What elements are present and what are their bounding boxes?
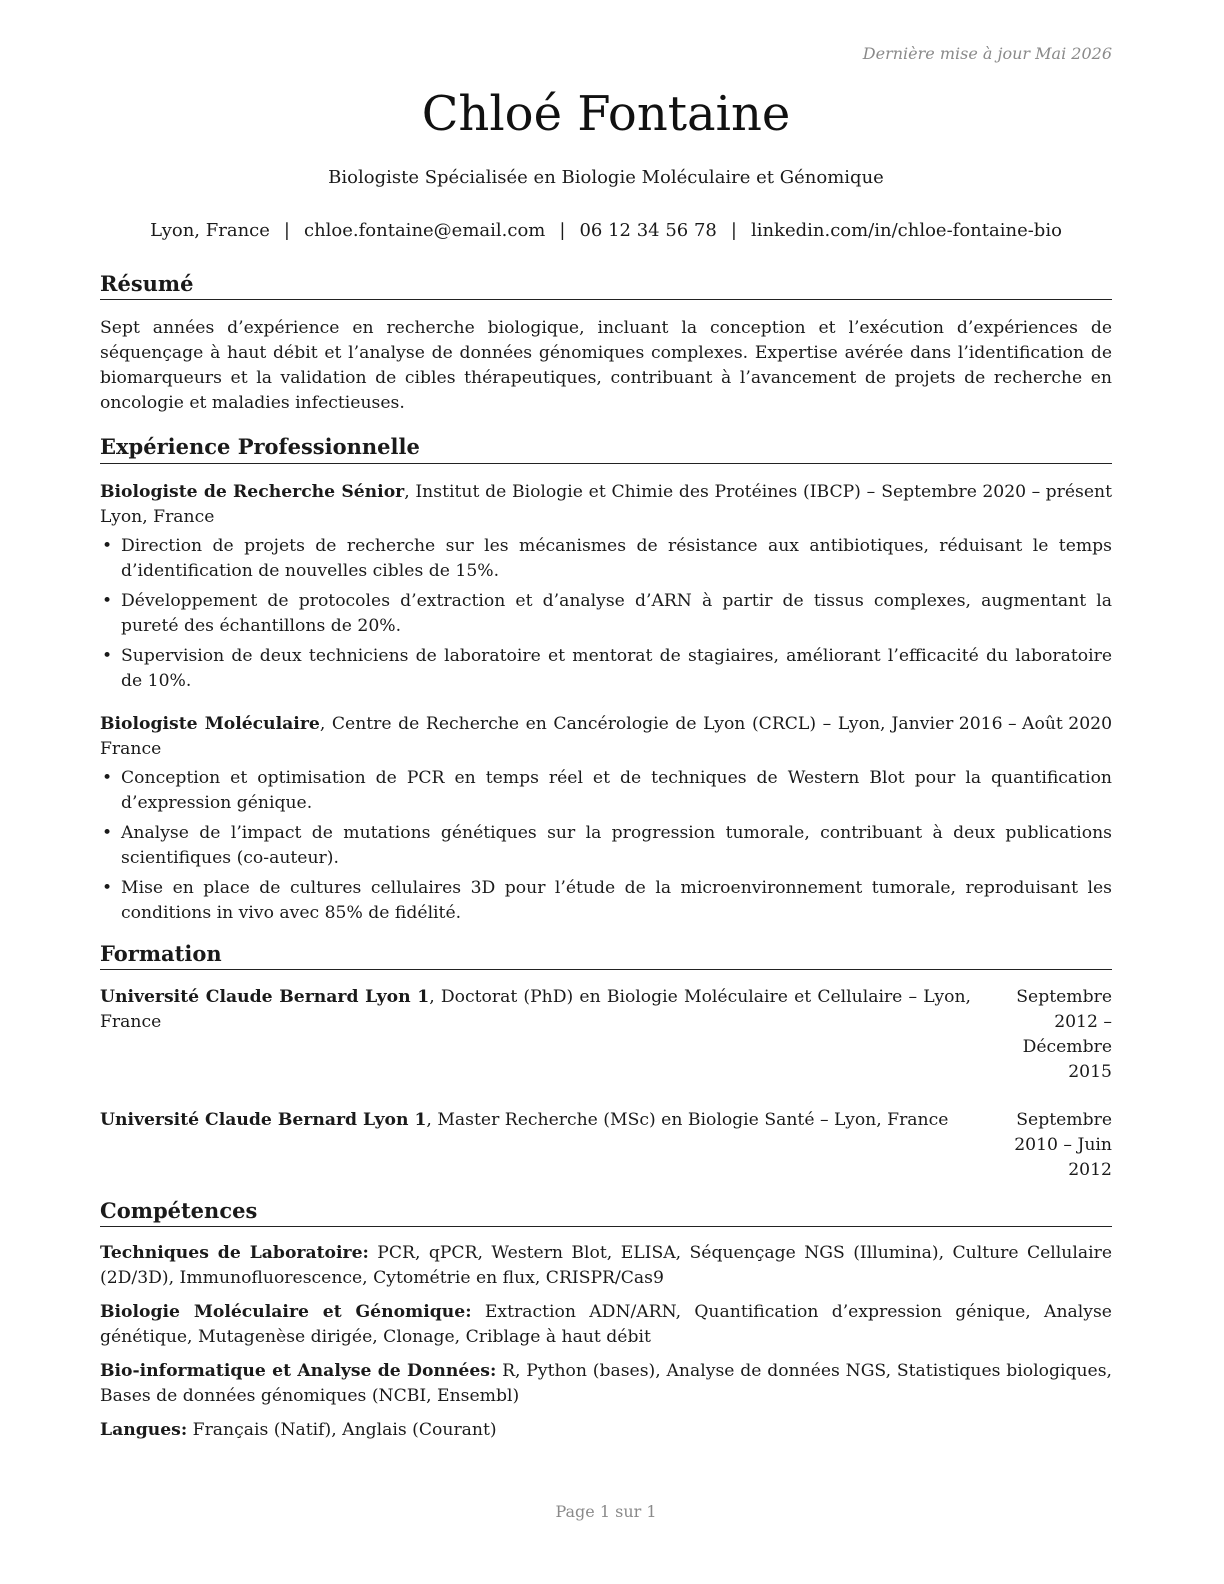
education-school: Université Claude Bernard Lyon 1 [100,987,430,1008]
skill-value: Extraction ADN/ARN, Quantification d’expression génique, Analyse génétique, Mutagenèse dirigée, Clonage, Criblage à haut débit [100,1302,1112,1348]
education-dates: Septembre 2010 – Juin 2012 [1014,1110,1112,1181]
job-dates: Janvier 2016 – Août 2020 [891,713,1112,734]
job-bullet: • Développement de protocoles d’extraction et d’analyse d’ARN à partir de tissus complexes, augmentant la pureté des échantillons de 20%. [100,589,1112,639]
last-updated: Dernière mise à jour Mai 2026 [862,44,1112,63]
job-bullet: • Direction de projets de recherche sur les mécanismes de résistance aux antibiotiques, réduisant le temps d’identification de nouvelles cibles de 15%. [100,534,1112,584]
skill-label: Biologie Moléculaire et Génomique: [100,1302,472,1323]
contact-linkedin[interactable]: linkedin.com/in/chloe-fontaine-bio [750,220,1062,241]
skill-value: PCR, qPCR, Western Blot, ELISA, Séquençage NGS (Illumina), Culture Cellulaire (2D/3D), Immunofluorescence, Cytométrie en flux, CRISPR/Cas9 [100,1243,1112,1289]
resume-page [100,0,1112,1584]
contact-phone: 06 12 34 56 78 [579,220,717,241]
education-school: Université Claude Bernard Lyon 1 [100,1110,427,1131]
job-entry [100,712,1112,926]
education-entry [100,985,1112,1085]
contact-separator: | [730,220,737,241]
skill-label: Langues: [100,1420,188,1441]
contact-separator: | [283,220,290,241]
summary-section [100,270,1112,416]
education-section [100,940,1112,1183]
skill-value: R, Python (bases), Analyse de données NGS, Statistiques biologiques, Bases de données génomiques (NCBI, Ensembl) [100,1361,1112,1407]
job-org: , Centre de Recherche en Cancérologie de Lyon (CRCL) – Lyon, France [100,713,886,759]
section-heading-summary: Résumé [100,270,1112,300]
education-entry [100,1108,1112,1183]
job-bullet: • Supervision de deux techniciens de laboratoire et mentorat de stagiaires, améliorant l’efficacité du laboratoire de 10%. [100,644,1112,694]
education-dates: Septembre 2012 – Décembre 2015 [1016,987,1112,1083]
job-role: Biologiste Moléculaire [100,713,320,734]
job-bullet: • Analyse de l’impact de mutations génétiques sur la progression tumorale, contribuant à deux publications scientifiques (co-auteur). [100,821,1112,871]
education-degree: , Master Recherche (MSc) en Biologie Santé – Lyon, France [426,1110,949,1131]
education-degree: , Doctorat (PhD) en Biologie Moléculaire et Cellulaire – Lyon, France [100,987,971,1033]
job-bullet: • Conception et optimisation de PCR en temps réel et de techniques de Western Blot pour la quantification d’expression génique. [100,766,1112,816]
candidate-title: Biologiste Spécialisée en Biologie Moléculaire et Génomique [328,167,884,188]
skill-row [100,1300,1112,1350]
job-bullet: • Mise en place de cultures cellulaires 3D pour l’étude de la microenvironnement tumorale, reproduisant les conditions in vivo avec 85% de fidélité. [100,876,1112,926]
resume-content [100,270,1112,1457]
skill-row [100,1359,1112,1409]
contact-email[interactable]: chloe.fontaine@email.com [303,220,546,241]
contact-location: Lyon, France [150,220,270,241]
job-dates: Septembre 2020 – présent [881,481,1112,502]
experience-section [100,433,1112,925]
skill-row [100,1241,1112,1291]
page-number: Page 1 sur 1 [555,1502,657,1521]
job-org: , Institut de Biologie et Chimie des Protéines (IBCP) – Lyon, France [100,481,876,527]
job-role: Biologiste de Recherche Sénior [100,481,405,502]
contact-line [100,220,1112,241]
skill-value: Français (Natif), Anglais (Courant) [187,1420,497,1441]
skill-label: Techniques de Laboratoire: [100,1243,369,1264]
section-heading-experience: Expérience Professionnelle [100,433,1112,463]
skill-label: Bio-informatique et Analyse de Données: [100,1361,497,1382]
section-heading-education: Formation [100,940,1112,970]
candidate-name: Chloé Fontaine [421,86,791,142]
contact-separator: | [559,220,566,241]
skills-section [100,1197,1112,1443]
section-heading-skills: Compétences [100,1197,1112,1227]
summary-text: Sept années d’expérience en recherche biologique, incluant la conception et l’exécution d’expériences de séquençage à haut débit et l’analyse de données génomiques complexes. Expertise avérée dans l’identification de biomarqueurs et la validation de cibles thérapeutiques, contribuant à l’avancement de projets de recherche en oncologie et maladies infectieuses. [100,318,1112,414]
job-entry [100,480,1112,694]
skill-row [100,1418,1112,1443]
